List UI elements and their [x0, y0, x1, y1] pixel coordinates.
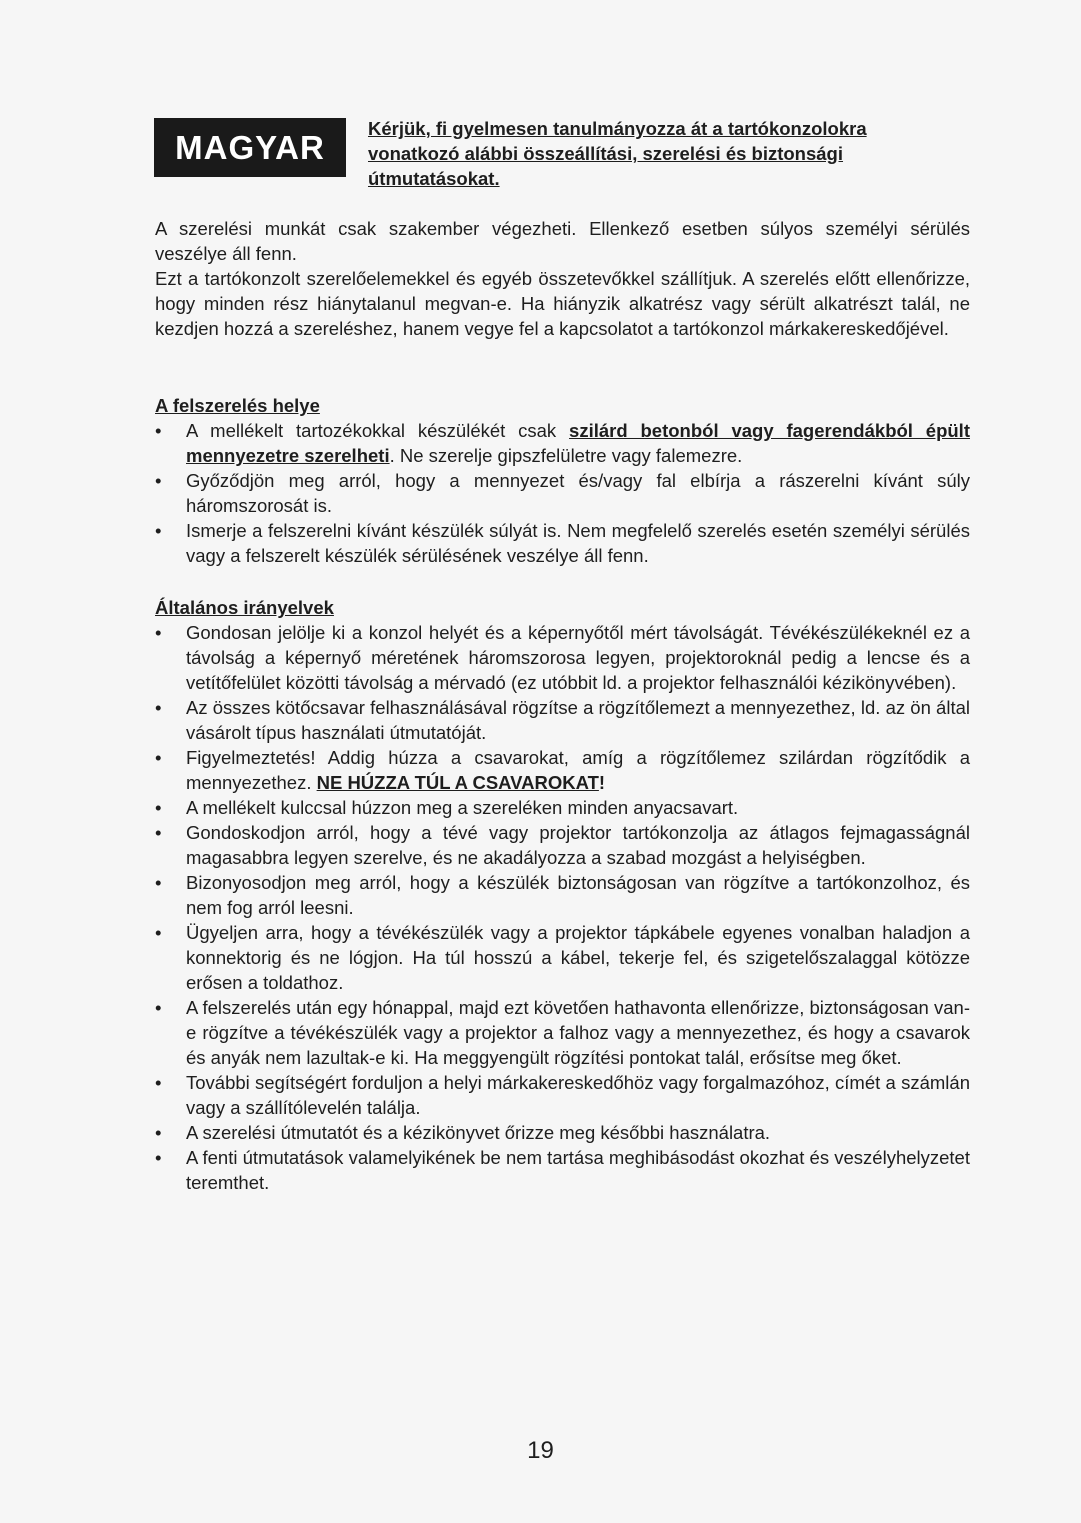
- emphasis-text: szilárd betonból vagy fagerendákból épült mennyezetre szerelheti: [186, 420, 970, 466]
- installation-place-list: [155, 418, 970, 568]
- list-item-text: A mellékelt tartozékokkal készülékét csak: [186, 420, 570, 441]
- list-item: • Az összes kötőcsavar felhasználásával rögzítse a rögzítőlemezt a mennyezethez, ld. az ön által vásárolt típus használati útmutatóját.: [155, 695, 970, 745]
- warning-text: NE HÚZZA TÚL A CSAVAROKAT: [316, 772, 599, 793]
- list-item: • A szerelési útmutatót és a kézikönyvet őrizze meg későbbi használatra.: [155, 1120, 970, 1145]
- language-label: MAGYAR: [175, 128, 325, 166]
- intro-paragraph-2: Ezt a tartókonzolt szerelőelemekkel és egyéb összetevőkkel szállítjuk. A szerelés előtt ellenőrizze, hogy minden rész hiánytalanul megvan-e. Ha hiányzik alkatrész vagy sérült alkatrészt talál, ne kezdjen hozzá a szereléshez, hanem vegye fel a kapcsolatot a tartókonzol márkakereskedőjével.: [155, 268, 970, 339]
- header-notice: [368, 116, 928, 191]
- list-item: • A mellékelt kulccsal húzzon meg a szereléken minden anyacsavart.: [155, 795, 970, 820]
- section-title-general-guidelines: Általános irányelvek: [155, 597, 334, 618]
- list-item: [155, 418, 970, 468]
- language-badge: [154, 118, 346, 177]
- header-note-line: útmutatásokat.: [368, 168, 500, 189]
- list-item: • Ismerje a felszerelni kívánt készülék súlyát is. Nem megfelelő szerelés esetén személyi sérülés vagy a felszerelt készülék sérülésének veszélye áll fenn.: [155, 518, 970, 568]
- header-note-line: Kérjük, fi gyelmesen tanulmányozza át a tartókonzolokra: [368, 118, 867, 139]
- warning-mark: !: [598, 772, 606, 793]
- page-number: 19: [527, 1437, 554, 1464]
- header-note-line: vonatkozó alábbi összeállítási, szerelési és biztonsági: [368, 143, 844, 164]
- intro-paragraph-1: A szerelési munkát csak szakember végezheti. Ellenkező esetben súlyos személyi sérülés veszélye áll fenn.: [155, 218, 970, 264]
- list-item: • Ügyeljen arra, hogy a tévékészülék vagy a projektor tápkábele egyenes vonalban haladjon a konnektorig és ne lógjon. Ha túl hosszú a kábel, tekerje fel, és szigetelőszalaggal kötözze erősen a toldathoz.: [155, 920, 970, 995]
- intro-text: [155, 216, 970, 341]
- list-item: • További segítségért forduljon a helyi márkakereskedőhöz vagy forgalmazóhoz, címét a számlán vagy a szállítólevelén találja.: [155, 1070, 970, 1120]
- list-item: • Bizonyosodjon meg arról, hogy a készülék biztonságosan van rögzítve a tartókonzolhoz, és nem fog arról leesni.: [155, 870, 970, 920]
- list-item: [155, 745, 970, 795]
- list-item: • A felszerelés után egy hónappal, majd ezt követően hathavonta ellenőrizze, biztonságosan van-e rögzítve a tévékészülék vagy a projektor a falhoz vagy a mennyezethez, és hogy a csavarok és anyák nem lazultak-e ki. Ha meggyengült rögzítési pontokat talál, erősítse meg őket.: [155, 995, 970, 1070]
- section-title-installation-place: A felszerelés helye: [155, 395, 320, 416]
- list-item-text: Figyelmeztetés! Addig húzza a csavarokat, amíg a rögzítőlemez szilárdan rögzítődik a mennyezethez.: [186, 747, 970, 793]
- list-item: • Győződjön meg arról, hogy a mennyezet és/vagy fal elbírja a rászerelni kívánt súly háromszorosát is.: [155, 468, 970, 518]
- list-item-text: . Ne szerelje gipszfelületre vagy falemezre.: [389, 445, 743, 466]
- list-item: • Gondoskodjon arról, hogy a tévé vagy projektor tartókonzolja az átlagos fejmagasságnál magasabbra legyen szerelve, és ne akadályozza a szabad mozgást a helyiségben.: [155, 820, 970, 870]
- general-guidelines-list: [155, 620, 970, 1195]
- list-item: • Gondosan jelölje ki a konzol helyét és a képernyőtől mért távolságát. Tévékészülékeknél ez a távolság a képernyő méretének háromszorosa legyen, projektoroknál pedig a lencse és a vetítőfelület közötti távolság a mérvadó (ez utóbbit ld. a projektor felhasználói kézikönyvében).: [155, 620, 970, 695]
- list-item: • A fenti útmutatások valamelyikének be nem tartása meghibásodást okozhat és veszélyhelyzetet teremthet.: [155, 1145, 970, 1195]
